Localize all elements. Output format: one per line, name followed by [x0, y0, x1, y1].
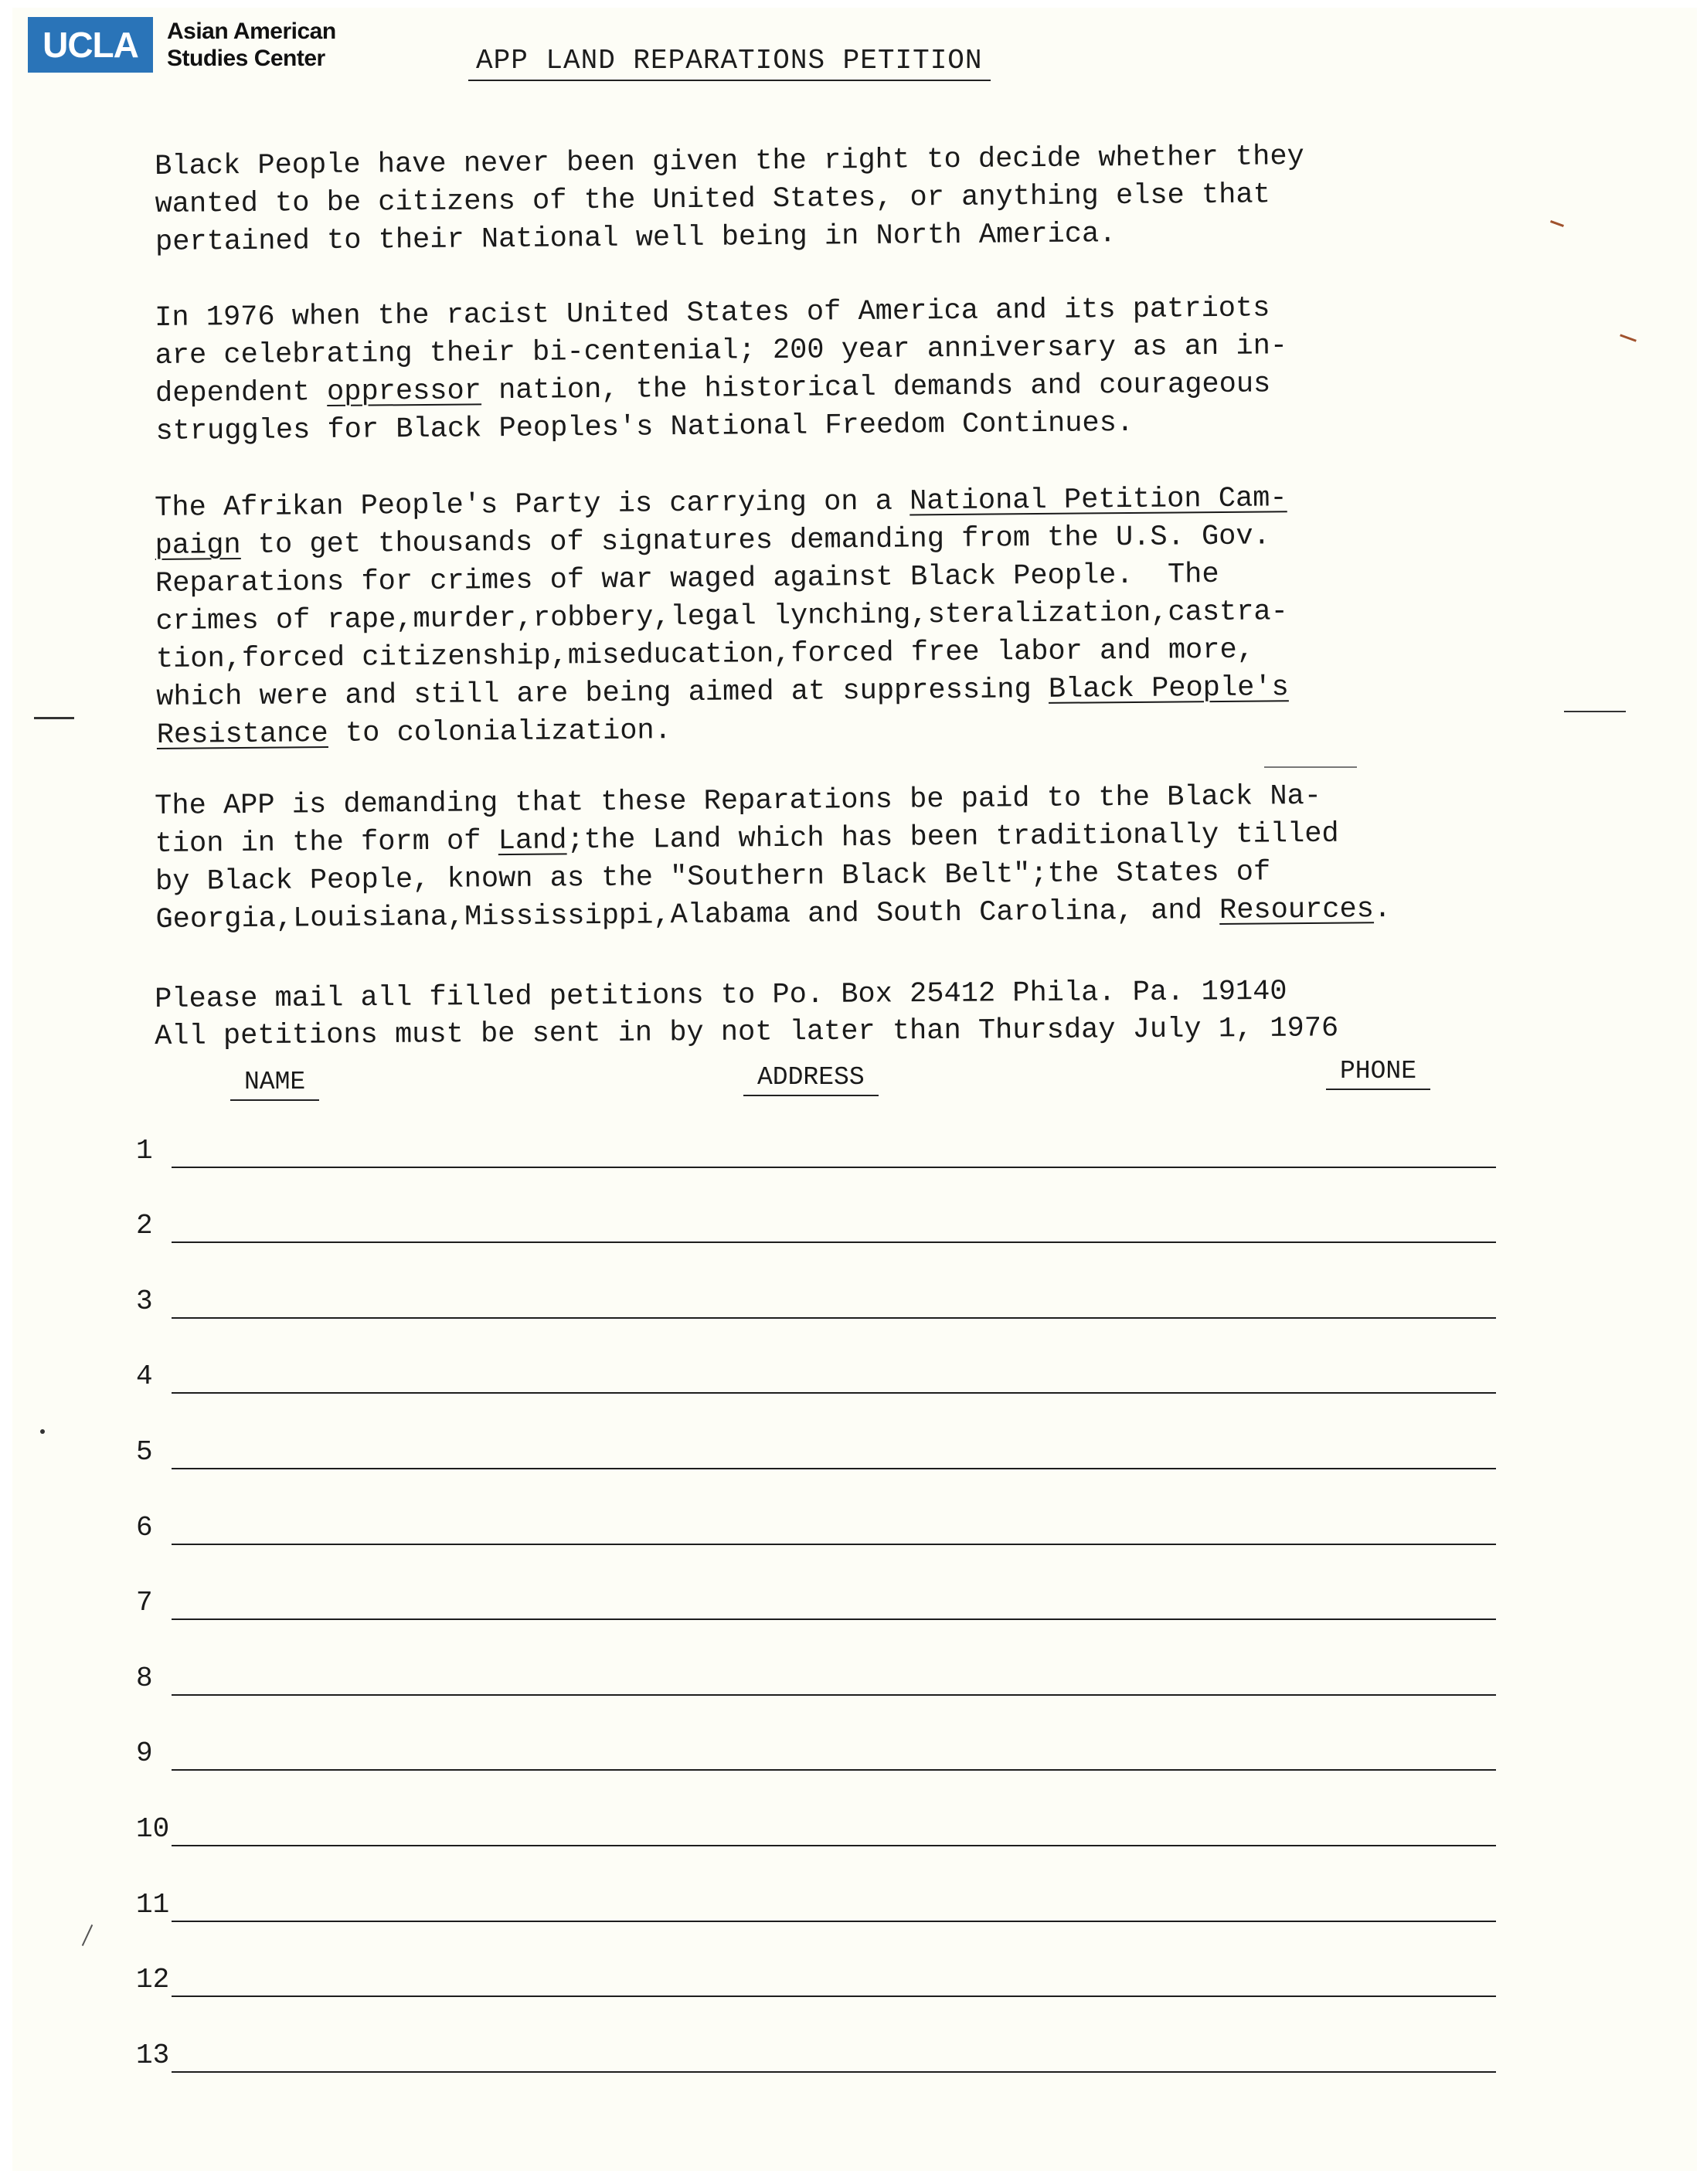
signature-row[interactable]: [136, 1581, 1496, 1620]
signature-row[interactable]: [136, 1732, 1496, 1771]
p4-line1: The APP is demanding that these Reparations be paid to the Black Na-: [155, 780, 1322, 823]
row-number: 9: [136, 1737, 153, 1769]
signature-line[interactable]: [172, 2040, 1496, 2073]
p3-line6-pre: which were and still are being aimed at suppressing: [156, 673, 1049, 714]
signature-line[interactable]: [172, 1437, 1496, 1469]
p1-line2: wanted to be citizens of the United States, or anything else that: [155, 178, 1271, 221]
p4-line4-pre: Georgia,Louisiana,Mississippi,Alabama and South Carolina, and: [155, 894, 1220, 936]
ucla-badge: UCLA: [28, 17, 153, 73]
p3-line2-post: to get thousands of signatures demanding from the U.S. Gov.: [240, 520, 1271, 562]
petition-title: APP LAND REPARATIONS PETITION: [468, 45, 991, 81]
signature-row[interactable]: [136, 1431, 1496, 1469]
document-page: [12, 8, 1697, 2171]
signature-line[interactable]: [172, 1361, 1496, 1394]
center-name-line2: Studies Center: [167, 46, 325, 71]
scan-mark: [1264, 766, 1357, 768]
column-header-phone: PHONE: [1326, 1057, 1430, 1090]
scan-mark: [1550, 220, 1564, 227]
signature-line[interactable]: [172, 1136, 1496, 1168]
row-number: 13: [136, 2040, 170, 2071]
signature-row[interactable]: [136, 1204, 1496, 1243]
signature-line[interactable]: [172, 1286, 1496, 1319]
scan-mark: [34, 717, 74, 719]
signature-row[interactable]: [136, 2034, 1496, 2073]
signature-line[interactable]: [172, 1211, 1496, 1243]
p4-line4-post: .: [1373, 893, 1392, 926]
mailing-address: Please mail all filled petitions to Po. Box 25412 Phila. Pa. 19140: [155, 975, 1287, 1016]
p3-line4: crimes of rape,murder,robbery,legal lynching,steralization,castra-: [155, 596, 1289, 638]
p1-line3: pertained to their National well being in North America.: [155, 218, 1117, 259]
p3-national-petition: National Petition Cam-: [909, 482, 1287, 518]
paragraph-bicentennial: [155, 288, 1516, 451]
signature-row[interactable]: [136, 1280, 1496, 1319]
p1-line1: Black People have never been given the right to decide whether they: [155, 141, 1304, 183]
scan-mark: [1620, 334, 1637, 341]
p3-line7-post: to colonialization.: [328, 715, 672, 751]
p2-line3-post: nation, the historical demands and courageous: [481, 368, 1271, 408]
column-header-name: NAME: [230, 1068, 319, 1101]
p3-paign: paign: [155, 529, 241, 562]
signature-row[interactable]: [136, 1808, 1496, 1846]
row-number: 7: [136, 1587, 153, 1618]
row-number: 11: [136, 1889, 170, 1921]
signature-line[interactable]: [172, 1738, 1496, 1771]
signature-line[interactable]: [172, 1965, 1496, 1997]
scan-mark: [1564, 711, 1626, 712]
signature-line[interactable]: [172, 1814, 1496, 1846]
signature-row[interactable]: [136, 1129, 1496, 1168]
p4-line2-post: ;the Land which has been traditionally tilled: [566, 817, 1339, 858]
row-number: 10: [136, 1813, 170, 1845]
signature-row[interactable]: [136, 1657, 1496, 1696]
center-name: [167, 18, 336, 72]
row-number: 6: [136, 1512, 153, 1544]
p3-line3: Reparations for crimes of war waged against Black People. The: [155, 558, 1219, 600]
deadline: All petitions must be sent in by not later than Thursday July 1, 1976: [155, 1012, 1339, 1053]
signature-line[interactable]: [172, 1663, 1496, 1696]
signature-line[interactable]: [172, 1588, 1496, 1620]
signature-row[interactable]: [136, 1355, 1496, 1394]
row-number: 4: [136, 1360, 153, 1392]
p3-black-peoples: Black People's: [1048, 671, 1289, 706]
signature-line[interactable]: [172, 1890, 1496, 1922]
p2-line4: struggles for Black Peoples's National Freedom Continues.: [155, 406, 1134, 448]
row-number: 12: [136, 1964, 170, 1995]
signature-row[interactable]: [136, 1958, 1496, 1997]
row-number: 3: [136, 1286, 153, 1317]
scan-mark: [40, 1429, 45, 1434]
paragraph-campaign: [155, 478, 1517, 755]
p3-line5: tion,forced citizenship,miseducation,forced free labor and more,: [155, 633, 1255, 676]
scan-mark: [82, 1924, 93, 1946]
p4-line2-pre: tion in the form of: [155, 825, 498, 861]
paragraph-rights: [155, 137, 1515, 262]
p3-resistance: Resistance: [156, 718, 328, 752]
center-name-line1: Asian American: [167, 19, 336, 44]
ucla-logo: [28, 17, 336, 73]
p3-line1-pre: The Afrikan People's Party is carrying on a: [155, 485, 910, 525]
p2-oppressor: oppressor: [326, 375, 482, 409]
paragraph-demand: [155, 776, 1516, 939]
p2-line3-pre: dependent: [155, 376, 328, 410]
signature-line[interactable]: [172, 1513, 1496, 1545]
p2-line1: In 1976 when the racist United States of America and its patriots: [155, 292, 1270, 335]
row-number: 2: [136, 1210, 153, 1241]
p4-land: Land: [498, 824, 567, 858]
row-number: 8: [136, 1663, 153, 1694]
row-number: 5: [136, 1436, 153, 1468]
signature-row[interactable]: [136, 1883, 1496, 1922]
row-number: 1: [136, 1135, 153, 1167]
p4-line3: by Black People, known as the "Southern Black Belt";the States of: [155, 856, 1271, 898]
signature-row[interactable]: [136, 1506, 1496, 1545]
p2-line2: are celebrating their bi-centenial; 200 year anniversary as an in-: [155, 330, 1288, 372]
p4-resources: Resources: [1219, 893, 1375, 927]
column-header-address: ADDRESS: [743, 1063, 879, 1096]
